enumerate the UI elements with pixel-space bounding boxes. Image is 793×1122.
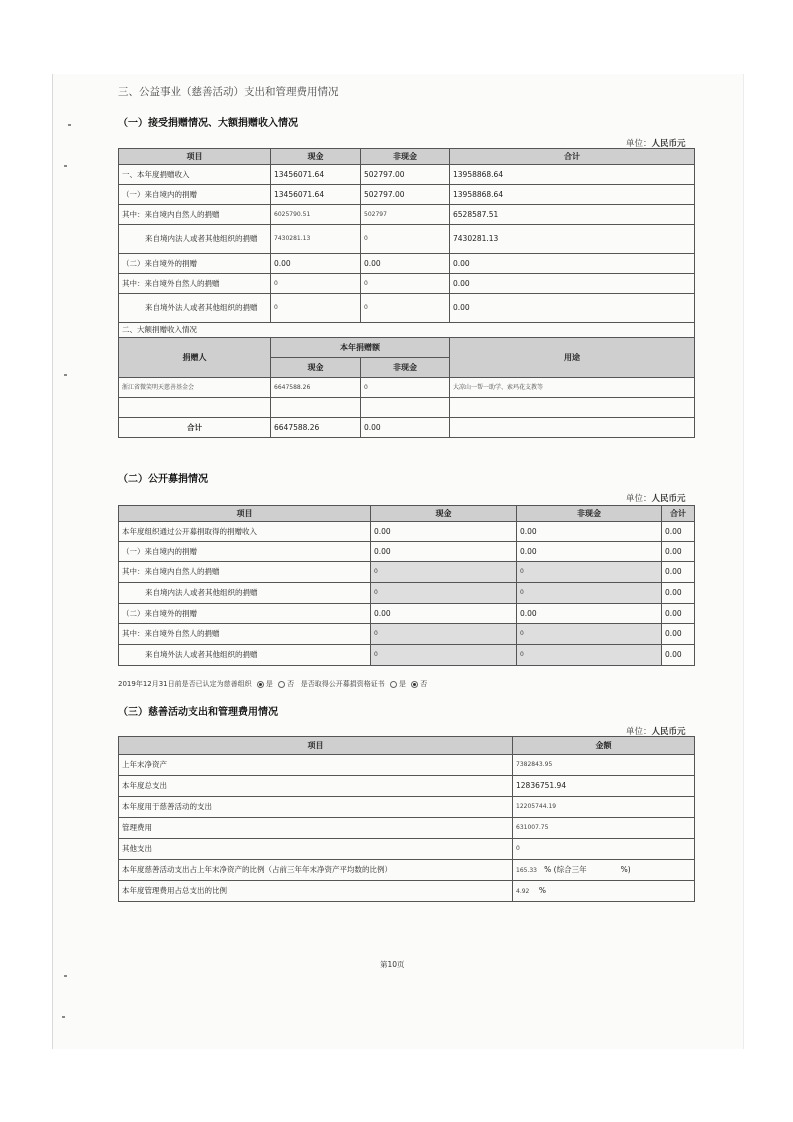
table-row: （一）来自境内的捐赠 13456071.64 502797.00 13958868.64 xyxy=(119,185,695,205)
table-row: 来自境外法人或者其他组织的捐赠 0 0 0.00 xyxy=(119,645,695,666)
sec3-unit: 单位：人民币元 xyxy=(626,727,686,737)
col-header: 非现金 xyxy=(361,149,450,165)
col-header: 金额 xyxy=(513,737,695,755)
sec2-unit: 单位：人民币元 xyxy=(626,494,686,504)
table-row: 其中：来自境内自然人的捐赠 0 0 0.00 xyxy=(119,562,695,583)
table-row: 来自境外法人或者其他组织的捐赠 0 0 0.00 xyxy=(119,294,695,323)
col-header: 合计 xyxy=(450,149,695,165)
public-fundraising-table xyxy=(118,505,695,666)
table-row: 其中：来自境内自然人的捐赠 6025790.51 502797 6528587.51 xyxy=(119,205,695,225)
table-row xyxy=(119,881,695,902)
col-header-donor: 捐赠人 xyxy=(119,338,271,378)
table-row: 管理费用 631007.75 xyxy=(119,818,695,839)
radio-recognized-yes[interactable] xyxy=(257,681,264,688)
table-row xyxy=(119,398,695,418)
charity-status-line: 2019年12月31日前是否已认定为慈善组织 是 否 是否取得公开募捐资格证书 是 否 xyxy=(118,680,428,688)
col-header-cash: 现金 xyxy=(271,358,361,378)
ratio-admin-value: 4.92 % xyxy=(513,881,695,902)
section-title: 三、公益事业（慈善活动）支出和管理费用情况 xyxy=(118,86,339,98)
col-header: 项目 xyxy=(119,737,513,755)
col-header: 合计 xyxy=(662,506,695,522)
col-header-amount: 本年捐赠额 xyxy=(271,338,450,358)
table-row: 上年末净资产 7382843.95 xyxy=(119,755,695,776)
table-row: 浙江省微笑明天慈善基金会 6647588.26 0 大凉山一帮一助学、索玛花支教等 xyxy=(119,378,695,398)
col-header: 现金 xyxy=(371,506,517,522)
table-row: 其中：来自境外自然人的捐赠 0 0 0.00 xyxy=(119,624,695,645)
scan-mark xyxy=(64,975,67,977)
radio-certificate-no[interactable] xyxy=(411,681,418,688)
table-row xyxy=(119,323,695,338)
table-row: （二）来自境外的捐赠 0.00 0.00 0.00 xyxy=(119,604,695,624)
table-row: （二）来自境外的捐赠 0.00 0.00 0.00 xyxy=(119,254,695,274)
page-number: 第10页 xyxy=(380,960,405,969)
table-row: 其他支出 0 xyxy=(119,839,695,860)
table-row xyxy=(119,860,695,881)
table-row: （一）来自境内的捐赠 0.00 0.00 0.00 xyxy=(119,542,695,562)
ratio-charity-label: 本年度慈善活动支出占上年末净资产的比例（占前三年年末净资产平均数的比例） xyxy=(119,860,513,881)
scan-mark xyxy=(64,165,67,167)
question-fundraising-certificate: 是否取得公开募捐资格证书 xyxy=(300,680,385,688)
sec1-title: （一）接受捐赠情况、大额捐赠收入情况 xyxy=(118,118,298,129)
col-header-noncash: 非现金 xyxy=(361,358,450,378)
table-row: 本年度用于慈善活动的支出 12205744.19 xyxy=(119,797,695,818)
table-row: 本年度总支出 12836751.94 xyxy=(119,776,695,797)
expenditure-table xyxy=(118,736,695,902)
col-header: 项目 xyxy=(119,149,271,165)
table-row: 一、本年度捐赠收入 13456071.64 502797.00 13958868.64 xyxy=(119,165,695,185)
scan-mark xyxy=(62,1016,65,1018)
sec1-unit: 单位：人民币元 xyxy=(626,139,686,149)
table-row: 其中：来自境外自然人的捐赠 0 0 0.00 xyxy=(119,274,695,294)
col-header: 项目 xyxy=(119,506,371,522)
sec2-title: （二）公开募捐情况 xyxy=(118,474,208,485)
radio-certificate-yes[interactable] xyxy=(390,681,397,688)
table-row-total: 合计 6647588.26 0.00 xyxy=(119,418,695,438)
sec3-title: （三）慈善活动支出和管理费用情况 xyxy=(118,707,278,718)
col-header: 非现金 xyxy=(517,506,662,522)
col-header: 现金 xyxy=(271,149,361,165)
ratio-charity-value: 165.33 % (综合三年 %) xyxy=(513,860,695,881)
donation-table xyxy=(118,148,695,438)
scan-mark xyxy=(64,374,67,376)
table-row: 本年度组织通过公开募捐取得的捐赠收入 0.00 0.00 0.00 xyxy=(119,522,695,542)
table-row: 来自境内法人或者其他组织的捐赠 7430281.13 0 7430281.13 xyxy=(119,225,695,254)
ratio-admin-label: 本年度管理费用占总支出的比例 xyxy=(119,881,513,902)
col-header-use: 用途 xyxy=(450,338,695,378)
radio-recognized-no[interactable] xyxy=(278,681,285,688)
table-row: 来自境内法人或者其他组织的捐赠 0 0 0.00 xyxy=(119,583,695,604)
scan-mark xyxy=(68,124,71,126)
large-donation-title: 二、大额捐赠收入情况 xyxy=(119,323,695,338)
question-charity-recognized: 2019年12月31日前是否已认定为慈善组织 xyxy=(118,680,252,688)
